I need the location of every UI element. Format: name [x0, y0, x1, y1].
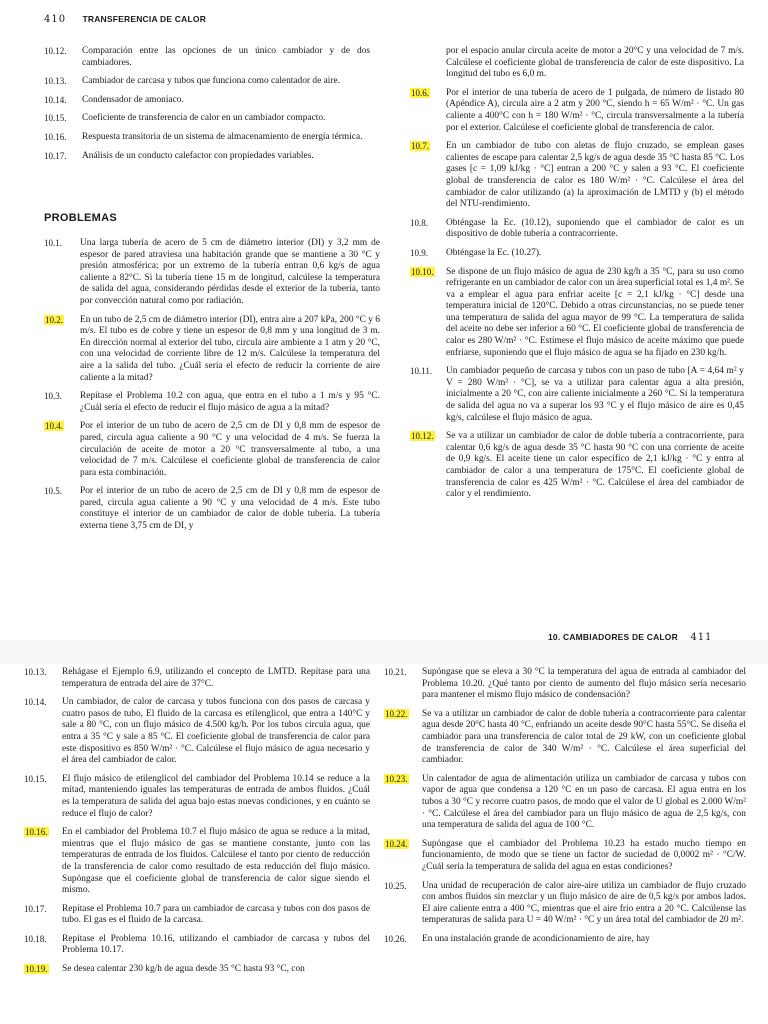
problem-number [410, 248, 446, 260]
problem-number [44, 151, 82, 163]
problem-item [410, 248, 744, 260]
problem-item [384, 881, 746, 927]
problem-item [24, 827, 370, 897]
problem-text: Análisis de un conducto calefactor con propiedades variables. [82, 150, 314, 161]
problems-right-column-2 [384, 667, 746, 952]
problem-text: Se dispone de un flujo másico de agua de 230 kg/h a 35 °C, para su uso como refrigerante en un cambiador de calor con un área superficial total es 1,4 m². Se va a emplear el agua para enfriar aceite [c = 2,1 kJ/kg · °C] desde una temperatura inicial de 120°C. Debido a otras circunstancias, no se puede tener una temperatura de salida del agua mayor de 99 °C. La temperatura de salida del aceite no debe ser inferior a 60 °C. El coeficiente global de transferencia de calor es 280 W/m² · °C. Estímese el flujo másico de aceite máximo que puede enfriarse, suponiendo que el flujo másico de agua se ha fijado en 230 kg/h. [446, 266, 744, 358]
problems-left-column-2 [24, 667, 370, 983]
problem-number-highlighted: 10.22. [385, 708, 408, 719]
problem-item [410, 366, 744, 424]
problem-number [410, 141, 446, 211]
problem-number-highlighted: 10.6. [411, 87, 429, 98]
problem-number [44, 486, 80, 532]
problem-number [24, 827, 62, 897]
problem-number-label: 10.5. [44, 486, 62, 497]
problem-item [44, 238, 380, 308]
problem-number [384, 774, 422, 832]
problem-number-label: 10.16. [44, 131, 67, 142]
problem-number [24, 667, 62, 690]
problem-number [410, 366, 446, 424]
problem-number-label: 10.1. [44, 238, 62, 248]
problem-item [410, 141, 744, 211]
problem-text: Una larga tubería de acero de 5 cm de diámetro interior (DI) y 3,2 mm de espesor de pared atraviesa una habitación grande que se mantiene a 30 °C y presión atmosférica; por un extremo de la tubería entran 0,6 kg/s de agua caliente a 82°C. Si la tubería tiene 15 m de longitud, calcúlese la temperatura de salida del agua, considerando pérdidas desde el exterior de la tubería, tanto por convección natural como por radiación. [80, 238, 380, 306]
problem-number-label: 10.11. [410, 366, 433, 377]
problem-item [44, 391, 380, 414]
problem-item [44, 113, 370, 125]
problem-text: Se desea calentar 230 kg/h de agua desde 35 °C hasta 93 °C, con [62, 964, 305, 975]
problem-item [24, 697, 370, 767]
problem-number-label: 10.14. [24, 697, 47, 708]
problem-number-label: 10.8. [410, 217, 428, 228]
problem-item [24, 904, 370, 927]
problem-text: Un cambiador pequeño de carcasa y tubos con un paso de tubo [A = 4,64 m² y V = 280 W/m² · °C], se va a utilizar para calentar agua a alta presión, inicialmente a 20 °C, con aire caliente inicialmente a 260 °C. Si la temperatura de salida del agua no va a superar los 93 °C y el flujo másico de aire es 0,45 kg/s, calcúlese el flujo másico de agua. [446, 366, 744, 423]
problem-number-label: 10.21. [384, 667, 407, 677]
running-header-page-410 [44, 14, 206, 25]
problem-text: Repítase el Problema 10.16, utilizando el cambiador de carcasa y tubos del Problema 10.17. [62, 933, 370, 956]
problem-item [44, 76, 370, 88]
problem-number [44, 391, 80, 414]
problem-number [44, 238, 80, 308]
problem-number [24, 934, 62, 957]
problem-text: Supóngase que se eleva a 30 °C la temperatura del agua de entrada al cambiador del Problema 10.20. ¿Qué tanto por ciento de aumento del flujo másico sería necesario para mantener el mismo flujo másico de condensación? [422, 667, 746, 701]
problem-text: Un cambiador, de calor de carcasa y tubos funciona con dos pasos de carcasa y cuatro pasos de tubo, El fluido de la carcasa es etilenglicol, que entra a 140°C y sale a 80 °C, con un flujo másico de 4.500 kg/h. Por los tubos circula agua, que entra a 35 °C y sale a 85 °C. El coeficiente global de transferencia de calor para este dispositivo es 850 W/m² · °C. Calcúlese el flujo másico de agua necesario y el área del cambiador de calor. [62, 697, 370, 766]
problem-item [410, 267, 744, 360]
problem-number-label: 10.12. [44, 46, 67, 56]
problem-item [410, 88, 744, 134]
problem-number [24, 964, 62, 976]
problem-text: En un tubo de 2,5 cm de diámetro interior (DI), entra aire a 207 kPa, 200 °C y 6 m/s. El tubo es de cobre y tiene un espesor de 0,8 mm y una longitud de 3 m. En dirección normal al exterior del tubo, circula aire ambiente a 1 atm y 20 °C, con una velocidad de corriente libre de 12 m/s. Calcúlese la temperatura del aire a la salida del tubo. ¿Cuál sería el efecto de reducir la corriente de aire caliente a la mitad? [80, 314, 380, 383]
problem-number-highlighted: 10.4. [45, 421, 63, 432]
problem-item [384, 774, 746, 832]
problem-text: En el cambiador del Problema 10.7 el flujo másico de agua se reduce a la mitad, mientras que el flujo másico de gas se mantiene constante, junto con las temperaturas de entrada de los fluidos. Calcúlese el tanto por ciento de reducción de la transferencia de calor como resultado de esta reducción del flujo másico. Supóngase que el coeficiente global de transferencia de calor sigue siendo el mismo. [62, 827, 370, 896]
problem-number-label: 10.3. [44, 391, 62, 402]
problem-text: Se va a utilizar un cambiador de calor de doble tubería a contracorriente para calentar agua desde 20°C hasta 40 °C, enfriando un aceite desde 90°C hasta 55°C. Se diseña el cambiador para una transferencia de calor total de 29 kW, con un coeficiente global de transferencia de calor de 340 W/m² · °C. Calcúlese el área superficial del cambiador. [422, 708, 746, 766]
problem-number-label: 10.13. [24, 667, 47, 677]
problem-number [410, 46, 446, 81]
problem-item [24, 774, 370, 820]
problem-item [44, 95, 370, 107]
problem-text: Repítase el Problema 10.2 con agua, que entra en el tubo a 1 m/s y 95 °C. ¿Cuál sería el efecto de reducir el flujo másico de agua a la mitad? [80, 391, 380, 413]
problem-number-label: 10.14. [44, 94, 67, 105]
problem-item [24, 964, 370, 976]
running-title-2: 10. CAMBIADORES DE CALOR [548, 632, 678, 642]
problem-number-highlighted: 10.7. [411, 141, 429, 152]
problem-number-label: 10.13. [44, 76, 67, 87]
page-number: 410 [44, 14, 67, 25]
problem-number-highlighted: 10.12. [411, 431, 434, 442]
problem-number-label: 10.17. [24, 903, 47, 914]
problem-item [44, 315, 380, 385]
problem-item [24, 667, 370, 690]
problem-number [44, 421, 80, 479]
problem-text: Rehágase el Ejemplo 6.9, utilizando el concepto de LMTD. Repítase para una temperatura de entrada del aire de 37°C. [62, 667, 370, 689]
problem-text: Condensador de amoníaco. [82, 94, 184, 105]
problem-number-highlighted: 10.10. [411, 266, 434, 277]
problem-text: Por el interior de una tubería de acero de 1 pulgada, de número de listado 80 (Apéndice A), circula aire a 2 atm y 200 °C, siendo h = 65 W/m² · °C. Un gas caliente a 400°C con h = 180 W/m² · °C, circula transversalmente a la tubería por el exterior. Calcúlese el coeficiente global de transferencia de calor. [446, 87, 744, 133]
problem-text: Se va a utilizar un cambiador de calor de doble tubería a contracorriente, para calentar 0,6 kg/s de agua desde 35 °C hasta 90 °C con una corriente de aceite de 0,9 kg/s. El aceite tiene un calor específico de 2,1 kJ/kg · °C y entra al cambiador de calor a una temperatura de 175°C. El coeficiente global de transferencia de calor es 425 W/m² · °C. Calcúlese el área del cambiador de calor y el rendimiento. [446, 431, 744, 500]
problem-number [44, 315, 80, 385]
problems-left-column [44, 238, 380, 540]
problem-number [384, 934, 422, 946]
problem-number [24, 904, 62, 927]
topics-list [44, 46, 370, 169]
problem-item [24, 934, 370, 957]
problems-right-column [410, 46, 744, 508]
problem-number-label: 10.9. [410, 247, 428, 258]
problem-number [24, 774, 62, 820]
problem-item [410, 218, 744, 241]
problem-number-highlighted: 10.23. [385, 773, 408, 784]
page-number-2: 411 [690, 632, 713, 643]
problem-number-highlighted: 10.2. [45, 314, 63, 325]
problem-number-highlighted: 10.16. [25, 827, 48, 838]
problem-text: Obténgase la Ec. (10.12), suponiendo que el cambiador de calor es un dispositivo de doble tubería a contracorriente. [446, 217, 744, 240]
problem-item [44, 132, 370, 144]
problem-text: Un calentador de agua de alimentación utiliza un cambiador de carcasa y tubos con vapor de agua que condensa a 120 °C en un paso de carcasa. El agua entra en los tubos a 30 °C y recorre cuatro pasos, de modo que el valor de U global es 2.000 W/m² · °C. Calcúlese el área del cambiador para un flujo másico de agua de 2,5 kg/s, con una temperatura de salida del agua de 100 °C. [422, 773, 746, 831]
problem-item [44, 151, 370, 163]
problem-text: Por el interior de un tubo de acero de 2,5 cm de DI y 0,8 mm de espesor de pared, circula agua caliente a 90 °C y una velocidad de 4 m/s. Se fuerza la circulación de aceite de motor a 20 °C transversalmente al tubo, a una velocidad de 7 m/s. Calcúlese el coeficiente global de transferencia de calor para esta combinación. [80, 421, 380, 478]
problem-number-label: 10.15. [24, 773, 47, 784]
problem-text: En un cambiador de tubo con aletas de flujo cruzado, se emplean gases calientes de escape para calentar 2,5 kg/s de agua desde 35 °C hasta 85 °C. Los gases [c = 1,09 kJ/kg · °C] entran a 200 °C y salen a 93 °C. El coeficiente global de transferencia de calor es 180 W/m² · °C. Calcúlese el área del cambiador de calor utilizando (a) la aproximación de LMTD y (b) el método del NTU-rendimiento. [446, 141, 744, 210]
problem-number-label: 10.18. [24, 933, 47, 944]
problem-text: Respuesta transitoria de un sistema de almacenamiento de energía térmica. [82, 131, 363, 142]
problem-number [44, 113, 82, 125]
problem-number-highlighted: 10.19. [25, 964, 48, 975]
problem-item [410, 431, 744, 501]
problem-item [44, 46, 370, 69]
problem-number [384, 839, 422, 874]
problem-number [44, 46, 82, 69]
problem-number [384, 667, 422, 702]
problem-item [384, 709, 746, 767]
page-separator [0, 640, 768, 664]
problem-text: Repítase el Problema 10.7 para un cambiador de carcasa y tubos con dos pasos de tubo. El gas es el fluido de la carcasa. [62, 903, 370, 926]
problem-number-highlighted: 10.24. [385, 838, 408, 849]
problem-text: En una instalación grande de acondicionamiento de aire, hay [422, 933, 650, 944]
problem-text: Cambiador de carcasa y tubos que funciona como calentador de aire. [82, 76, 340, 87]
running-header-page-411 [548, 632, 712, 643]
problem-text: Por el interior de un tubo de acero de 2,5 cm de DI y 0,8 mm de espesor de pared, circula agua caliente a 90 °C y una velocidad de 4 m/s. Este tubo constituye el interior de un cambiador de calor de doble tubería. La tubería externa tiene 3,75 cm de DI, y [80, 486, 380, 532]
problem-number [410, 267, 446, 360]
problem-item [44, 486, 380, 532]
problem-number [24, 697, 62, 767]
running-title: TRANSFERENCIA DE CALOR [82, 14, 207, 24]
problem-text: Coeficiente de transferencia de calor en un cambiador compacto. [82, 113, 326, 124]
problem-number [44, 95, 82, 107]
problem-item [384, 667, 746, 702]
problem-number-label: 10.26. [384, 933, 407, 944]
problem-text: por el espacio anular circula aceite de motor a 20°C y una velocidad de 7 m/s. Calcúlese el coeficiente global de transferencia de calor de este dispositivo. La longitud del tubo es 6,0 m. [446, 46, 744, 80]
problem-item [44, 421, 380, 479]
problem-number [410, 431, 446, 501]
problem-item [410, 46, 744, 81]
problem-item [384, 934, 746, 946]
problem-number [384, 709, 422, 767]
problem-number [410, 218, 446, 241]
problem-text: Comparación entre las opciones de un único cambiador y de dos cambiadores. [82, 46, 370, 68]
problem-text: Obténgase la Ec. (10.27). [446, 247, 542, 258]
problems-heading: PROBLEMAS [44, 212, 117, 224]
problem-number-label: 10.17. [44, 150, 67, 161]
problem-text: El flujo másico de etilenglicol del cambiador del Problema 10.14 se reduce a la mitad, manteniendo iguales las temperaturas de entrada de ambos fluidos. ¿Cuál es la temperatura de salida del agua bajo estas nuevas condiciones, y en cuánto se reduce el flujo de calor? [62, 773, 370, 819]
problem-number [44, 132, 82, 144]
problem-number-label: 10.15. [44, 113, 67, 124]
problem-number [384, 881, 422, 927]
problem-item [384, 839, 746, 874]
problem-text: Una unidad de recuperación de calor aire-aire utiliza un cambiador de flujo cruzado con ambos fluidos sin mezclar y un flujo másico de aire de 0,5 kg/s por ambos lados. El aire caliente entra a 400 °C, mientras que el aire frío entra a 20 °C. Calcúlense las temperaturas de salida para U = 40 W/m² · °C y un área total del cambiador de 20 m². [422, 880, 746, 926]
problem-number [410, 88, 446, 134]
problem-number [44, 76, 82, 88]
problem-number-label: 10.25. [384, 880, 407, 891]
problem-text: Supóngase que el cambiador del Problema 10.23 ha estado mucho tiempo en funcionamiento, de modo que se tiene un factor de suciedad de 0,0002 m² · °C/W. ¿Cuál sería la temperatura de salida del agua en estas condiciones? [422, 838, 746, 872]
